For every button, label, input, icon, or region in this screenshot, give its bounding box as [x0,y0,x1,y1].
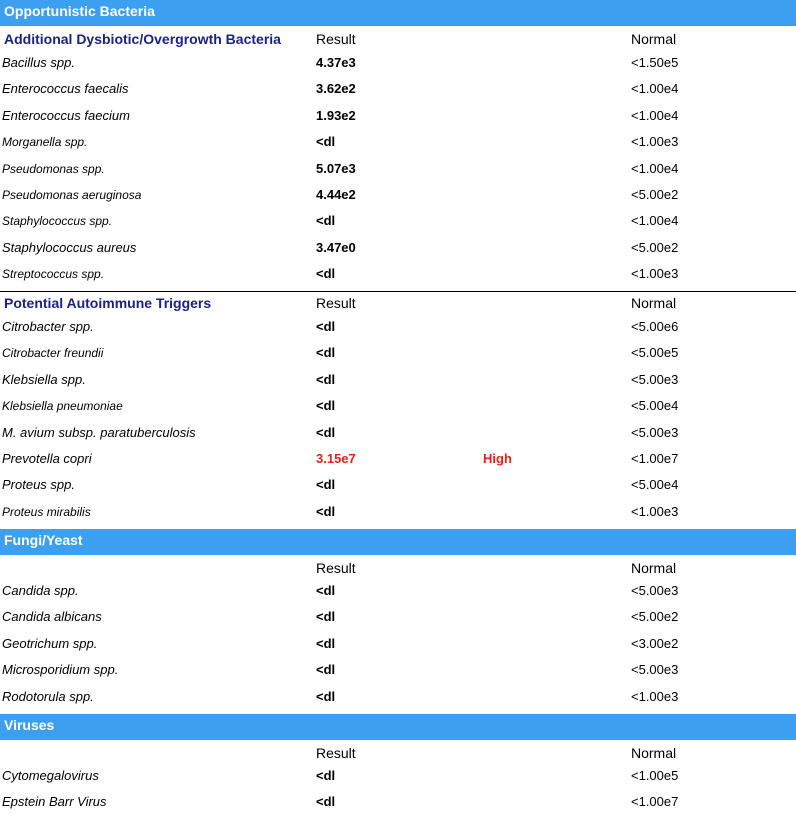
organism-name: Microsporidium spp. [2,662,119,677]
result-value: <dl [316,345,336,360]
organism-name: Geotrichum spp. [2,636,98,651]
result-value: <dl [316,504,336,519]
normal-range: <5.00e2 [631,609,679,624]
normal-range: <5.00e4 [631,398,679,413]
organism-name: Citrobacter spp. [2,319,94,334]
organism-name: Proteus spp. [2,477,75,492]
normal-range: <1.00e4 [631,161,679,176]
result-value: 3.62e2 [316,81,356,96]
section-band-opportunistic-bacteria [0,0,796,26]
result-value: <dl [316,609,336,624]
organism-name: Enterococcus faecalis [2,81,129,96]
subsection-title-autoimmune: Potential Autoimmune Triggers [4,295,212,311]
organism-name: Pseudomonas spp. [2,162,105,176]
result-column-header: Result [316,745,356,761]
result-column-header: Result [316,295,356,311]
result-value: <dl [316,583,336,598]
section-divider [0,291,796,292]
normal-range: <5.00e3 [631,425,679,440]
normal-range: <1.00e3 [631,134,679,149]
result-value: 1.93e2 [316,108,356,123]
organism-name: Klebsiella pneumoniae [2,399,123,413]
normal-range: <3.00e2 [631,636,679,651]
result-value: 5.07e3 [316,161,356,176]
normal-range: <1.00e3 [631,689,679,704]
normal-range: <5.00e3 [631,662,679,677]
result-value: <dl [316,477,336,492]
normal-column-header: Normal [631,560,677,576]
organism-name: Pseudomonas aeruginosa [2,188,142,202]
organism-name: Cytomegalovirus [2,768,99,783]
normal-column-header: Normal [631,31,677,47]
result-column-header: Result [316,560,356,576]
result-value: <dl [316,794,336,809]
section-band-viruses [0,714,796,740]
result-value: <dl [316,425,336,440]
result-value: <dl [316,662,336,677]
result-value: <dl [316,266,336,281]
organism-name: Epstein Barr Virus [2,794,107,809]
result-value: <dl [316,134,336,149]
result-column-header: Result [316,31,356,47]
normal-range: <5.00e3 [631,583,679,598]
normal-range: <5.00e6 [631,319,679,334]
normal-range: <1.00e4 [631,108,679,123]
organism-name: Citrobacter freundii [2,346,104,360]
result-value: <dl [316,213,336,228]
organism-name: Proteus mirabilis [2,505,91,519]
organism-name: Bacillus spp. [2,55,75,70]
normal-range: <1.00e7 [631,451,679,466]
organism-name: M. avium subsp. paratuberculosis [2,425,196,440]
organism-name: Staphylococcus aureus [2,240,137,255]
subsection-title-dysbiotic: Additional Dysbiotic/Overgrowth Bacteria [4,31,281,47]
result-value: 4.37e3 [316,55,356,70]
result-value: <dl [316,319,336,334]
organism-name: Rodotorula spp. [2,689,94,704]
organism-name: Staphylococcus spp. [2,214,113,228]
organism-name: Prevotella copri [2,451,92,466]
normal-range: <5.00e2 [631,240,679,255]
normal-range: <1.00e4 [631,81,679,96]
normal-range: <5.00e2 [631,187,679,202]
result-value: <dl [316,768,336,783]
normal-range: <5.00e3 [631,372,679,387]
section-band-fungi-yeast [0,529,796,555]
normal-range: <5.00e4 [631,477,679,492]
organism-name: Klebsiella spp. [2,372,86,387]
organism-name: Enterococcus faecium [2,108,130,123]
normal-range: <1.00e4 [631,213,679,228]
section-title: Opportunistic Bacteria [4,3,155,19]
result-flag: High [483,451,512,466]
result-value: <dl [316,636,336,651]
organism-name: Candida spp. [2,583,79,598]
normal-range: <1.00e3 [631,266,679,281]
normal-column-header: Normal [631,295,677,311]
organism-name: Morganella spp. [2,135,88,149]
result-value: <dl [316,372,336,387]
normal-column-header: Normal [631,745,677,761]
result-value: 3.47e0 [316,240,356,255]
section-title: Viruses [4,717,55,733]
result-value: 3.15e7 [316,451,356,466]
organism-name: Streptococcus spp. [2,267,105,281]
normal-range: <5.00e5 [631,345,679,360]
normal-range: <1.00e7 [631,794,679,809]
result-value: 4.44e2 [316,187,356,202]
normal-range: <1.00e3 [631,504,679,519]
section-title: Fungi/Yeast [4,532,83,548]
organism-name: Candida albicans [2,609,102,624]
result-value: <dl [316,398,336,413]
normal-range: <1.50e5 [631,55,679,70]
normal-range: <1.00e5 [631,768,679,783]
result-value: <dl [316,689,336,704]
